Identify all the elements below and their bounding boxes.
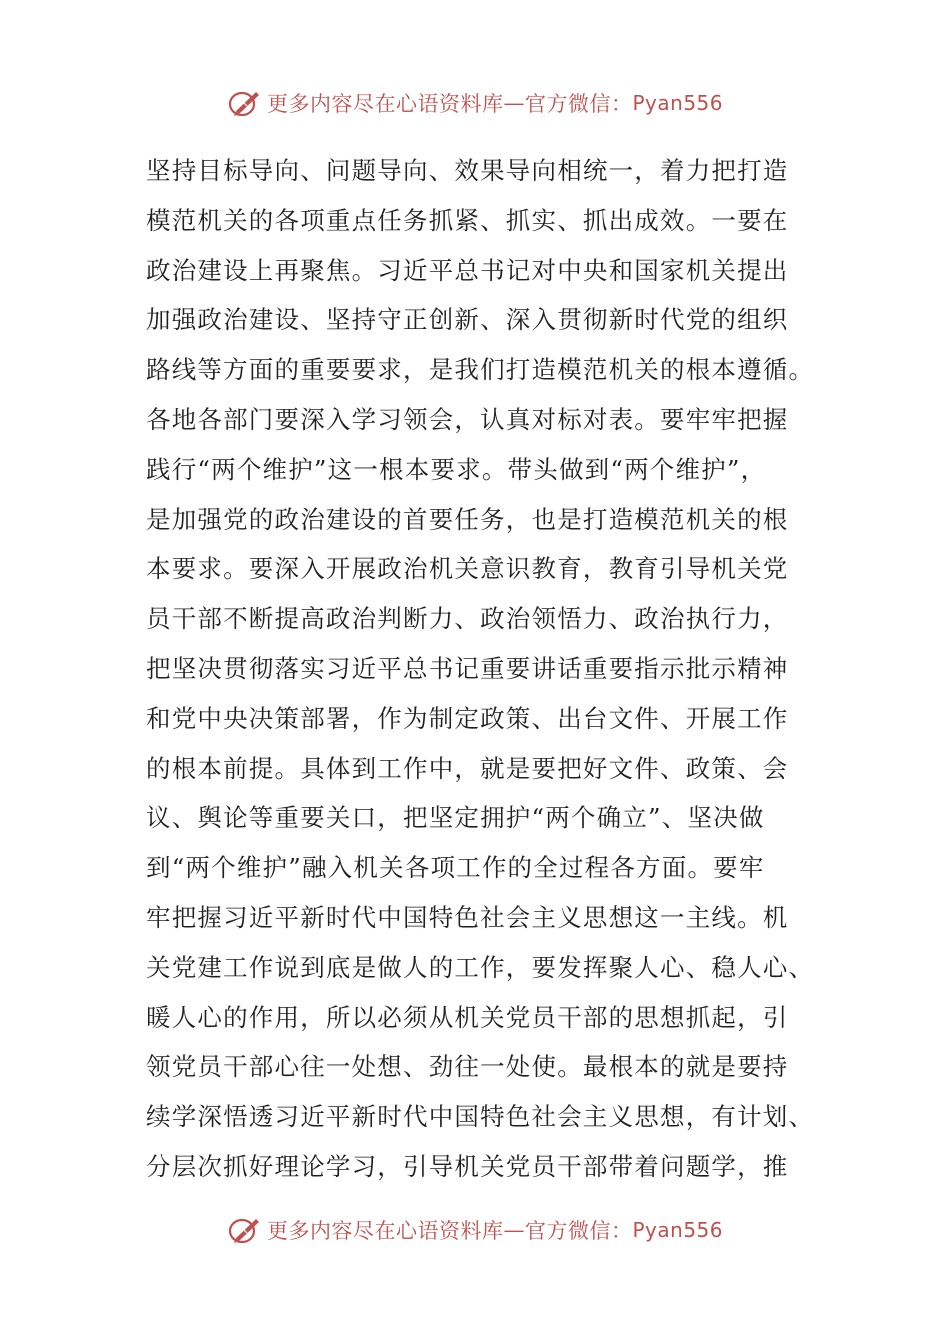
body-text-line: 续学深悟透习近平新时代中国特色社会主义思想，有计划、 xyxy=(146,1102,815,1132)
body-text-line: 模范机关的各项重点任务抓紧、抓实、抓出成效。一要在 xyxy=(146,205,789,235)
body-text-line: 本要求。要深入开展政治机关意识教育，教育引导机关党 xyxy=(146,554,789,584)
body-text-line: 牢把握习近平新时代中国特色社会主义思想这一主线。机 xyxy=(146,902,789,932)
body-text-line: 把坚决贯彻落实习近平总书记重要讲话重要指示批示精神 xyxy=(146,653,789,683)
header-watermark xyxy=(0,83,950,123)
watermark-wechat-id: Pyan556 xyxy=(632,91,723,115)
body-text-line: 到“两个维护”融入机关各项工作的全过程各方面。要牢 xyxy=(146,853,765,883)
watermark-wechat-label: 官方微信： xyxy=(524,92,633,116)
body-text-line: 践行“两个维护”这一根本要求。带头做到“两个维护”， xyxy=(146,454,767,484)
watermark-wechat-id: Pyan556 xyxy=(632,1218,723,1242)
watermark-wechat-label: 官方微信： xyxy=(524,1219,633,1243)
watermark-text: 更多内容尽在心语资料库 xyxy=(266,1219,504,1243)
body-text-line: 加强政治建设、坚持守正创新、深入贯彻新时代党的组织 xyxy=(146,305,789,335)
body-text-line: 领党员干部心往一处想、劲往一处使。最根本的就是要持 xyxy=(146,1052,789,1082)
body-text-line: 的根本前提。具体到工作中，就是要把好文件、政策、会 xyxy=(146,753,789,783)
watermark-separator: — xyxy=(503,91,525,115)
watermark-separator: — xyxy=(503,1218,525,1242)
body-text-line: 各地各部门要深入学习领会，认真对标对表。要牢牢把握 xyxy=(146,404,789,434)
body-text-line: 路线等方面的重要要求，是我们打造模范机关的根本遵循。 xyxy=(146,355,815,385)
watermark-text: 更多内容尽在心语资料库 xyxy=(266,92,504,116)
body-text-line: 是加强党的政治建设的首要任务，也是打造模范机关的根 xyxy=(146,504,789,534)
body-text-line: 关党建工作说到底是做人的工作，要发挥聚人心、稳人心、 xyxy=(146,952,815,982)
body-text-line: 和党中央决策部署，作为制定政策、出台文件、开展工作 xyxy=(146,703,789,733)
pen-circle-logo-icon xyxy=(227,1214,263,1246)
body-text xyxy=(146,146,826,1192)
body-text-line: 政治建设上再聚焦。习近平总书记对中央和国家机关提出 xyxy=(146,255,789,285)
body-text-line: 暖人心的作用，所以必须从机关党员干部的思想抓起，引 xyxy=(146,1002,789,1032)
body-text-line: 议、舆论等重要关口，把坚定拥护“两个确立”、坚决做 xyxy=(146,803,765,833)
body-text-line: 坚持目标导向、问题导向、效果导向相统一，着力把打造 xyxy=(146,156,789,185)
body-text-line: 分层次抓好理论学习，引导机关党员干部带着问题学，推 xyxy=(146,1151,789,1181)
pen-circle-logo-icon xyxy=(227,87,263,119)
body-text-line: 员干部不断提高政治判断力、政治领悟力、政治执行力， xyxy=(146,604,789,634)
footer-watermark xyxy=(0,1210,950,1250)
